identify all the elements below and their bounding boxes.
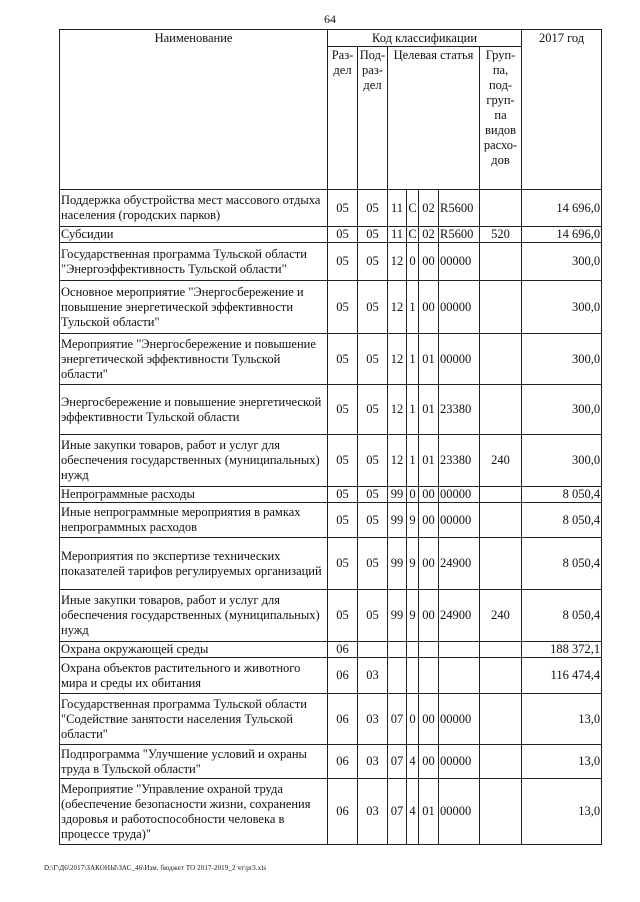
table-row [60,227,602,243]
row-cs-subprogram: 4 [407,779,419,845]
row-cs-direction: 00000 [439,487,480,503]
row-cs-event: 02 [419,227,439,243]
table-row [60,779,602,845]
header-razdel: Раз- дел [328,47,358,190]
row-cs-event: 00 [419,538,439,590]
row-amount: 14 696,0 [522,190,602,227]
row-name: Охрана окружающей среды [60,642,328,658]
row-cs-direction [439,658,480,694]
row-cs-event [419,658,439,694]
row-amount: 8 050,4 [522,538,602,590]
row-podrazdel: 05 [358,227,388,243]
row-cs-event: 01 [419,779,439,845]
file-path-footer: D:\Г\Д6\2017\ЗАКОНЫ\ЗАС_46\Изм. бюджет ТО 2017-2019_2 чт\pr3.xls [44,864,267,872]
row-cs-program: 07 [388,745,407,779]
row-vid-rashodov [480,658,522,694]
row-razdel: 05 [328,281,358,334]
table-row [60,334,602,385]
row-cs-direction: 00000 [439,281,480,334]
row-cs-program [388,658,407,694]
row-cs-direction: 00000 [439,745,480,779]
row-razdel: 05 [328,590,358,642]
row-name: Мероприятие "Управление охраной труда (обеспечение безопасности жизни, сохранения здоровья и работоспособности человека в процессе труда)" [60,779,328,845]
row-cs-subprogram: 1 [407,435,419,487]
row-name: Охрана объектов растительного и животного мира и среды их обитания [60,658,328,694]
header-code-group: Код классификации [328,30,522,47]
table-body [60,190,602,845]
row-cs-direction: 23380 [439,385,480,435]
row-cs-event: 00 [419,745,439,779]
row-amount: 13,0 [522,694,602,745]
row-cs-subprogram: 1 [407,334,419,385]
row-cs-program: 07 [388,694,407,745]
row-razdel: 06 [328,642,358,658]
row-podrazdel: 05 [358,334,388,385]
row-podrazdel: 03 [358,779,388,845]
row-cs-subprogram: С [408,227,417,241]
row-cs-subprogram: 1 [407,281,419,334]
row-name: Основное мероприятие "Энергосбережение и повышение энергетической эффективности Тульской области" [60,281,328,334]
row-amount: 14 696,0 [522,227,602,243]
row-podrazdel: 05 [358,487,388,503]
row-cs-direction: 00000 [439,503,480,538]
row-cs-event: 00 [419,487,439,503]
row-cs-direction: R5600 [439,227,480,243]
row-cs-program: 99 [388,538,407,590]
row-cs-program: 99 [388,590,407,642]
row-name: Иные непрограммные мероприятия в рамках непрограммных расходов [60,503,328,538]
row-cs-subprogram: 0 [407,487,419,503]
row-cs-event [419,642,439,658]
row-cs-subprogram [407,642,419,658]
row-razdel: 05 [328,538,358,590]
row-name: Поддержка обустройства мест массового отдыха населения (городских парков) [60,190,328,227]
row-cs-event: 02 [419,190,439,227]
row-vid-rashodov [480,642,522,658]
header-celevaya-statya: Целевая статья [388,47,480,190]
row-cs-subprogram: 9 [407,503,419,538]
row-razdel: 05 [328,227,358,243]
row-cs-event: 01 [419,435,439,487]
table-row [60,385,602,435]
row-podrazdel: 05 [358,590,388,642]
row-cs-program [388,642,407,658]
row-podrazdel [358,642,388,658]
row-cs-direction: 00000 [439,694,480,745]
row-vid-rashodov [480,487,522,503]
row-podrazdel: 03 [358,694,388,745]
page-number: 64 [324,12,336,26]
table-row [60,745,602,779]
header-vid-rashodov: Груп- па, под- груп- па видов расхо- дов [480,47,522,190]
row-vid-rashodov [480,281,522,334]
row-cs-direction: 23380 [439,435,480,487]
row-vid-rashodov [480,745,522,779]
row-amount: 300,0 [522,281,602,334]
row-cs-subprogram: 9 [407,538,419,590]
table-row [60,243,602,281]
row-podrazdel: 05 [358,435,388,487]
row-cs-direction: 00000 [439,243,480,281]
row-razdel: 05 [328,503,358,538]
row-name: Государственная программа Тульской области "Содействие занятости населения Тульской области" [60,694,328,745]
table-row [60,590,602,642]
row-cs-subprogram: С [407,190,419,227]
table-row [60,694,602,745]
budget-table [59,29,602,845]
row-razdel: 05 [328,435,358,487]
row-cs-event: 00 [419,503,439,538]
row-cs-subprogram: 4 [407,745,419,779]
row-name: Подпрограмма "Улучшение условий и охраны труда в Тульской области" [60,745,328,779]
row-vid-rashodov: 520 [480,227,522,243]
row-vid-rashodov [480,779,522,845]
row-cs-program: 12 [388,281,407,334]
row-cs-program: 12 [388,334,407,385]
row-cs-program: 11 [388,227,407,243]
row-razdel: 06 [328,658,358,694]
row-podrazdel: 03 [358,745,388,779]
header-name: Наименование [60,30,328,190]
table-row [60,538,602,590]
row-podrazdel: 05 [358,385,388,435]
row-razdel: 06 [328,779,358,845]
table-row [60,658,602,694]
row-name: Иные закупки товаров, работ и услуг для обеспечения государственных (муниципальных) нужд [60,590,328,642]
table-row [60,642,602,658]
row-cs-program: 12 [388,435,407,487]
row-vid-rashodov: 240 [480,435,522,487]
row-vid-rashodov [480,538,522,590]
row-amount: 13,0 [522,779,602,845]
row-cs-program: 99 [388,503,407,538]
row-cs-program: 12 [388,385,407,435]
row-podrazdel: 05 [358,281,388,334]
row-cs-event: 00 [419,243,439,281]
row-razdel: 05 [328,243,358,281]
row-name: Непрограммные расходы [60,487,328,503]
table-row [60,487,602,503]
row-amount: 116 474,4 [522,658,602,694]
row-vid-rashodov [480,385,522,435]
row-cs-event: 00 [419,281,439,334]
row-cs-subprogram: 1 [407,385,419,435]
table-row [60,190,602,227]
row-cs-subprogram: 9 [407,590,419,642]
row-vid-rashodov [480,243,522,281]
row-amount: 300,0 [522,243,602,281]
row-vid-rashodov [480,190,522,227]
row-podrazdel: 03 [358,658,388,694]
row-razdel: 05 [328,190,358,227]
row-vid-rashodov [480,694,522,745]
row-vid-rashodov [480,334,522,385]
header-year: 2017 год [522,30,602,190]
row-cs-event: 00 [419,694,439,745]
row-cs-event: 00 [419,590,439,642]
row-cs-program: 99 [388,487,407,503]
row-name: Субсидии [60,227,328,243]
row-cs-subprogram [407,658,419,694]
row-podrazdel: 05 [358,190,388,227]
row-podrazdel: 05 [358,503,388,538]
row-cs-direction: R5600 [439,190,480,227]
row-cs-subprogram: 0 [407,694,419,745]
row-cs-subprogram: 0 [407,243,419,281]
row-cs-program: 12 [388,243,407,281]
row-amount: 300,0 [522,385,602,435]
row-name: Государственная программа Тульской области "Энергоэффективность Тульской области" [60,243,328,281]
row-cs-direction: 00000 [439,334,480,385]
row-vid-rashodov: 240 [480,590,522,642]
row-podrazdel: 05 [358,243,388,281]
row-amount: 300,0 [522,435,602,487]
row-vid-rashodov [480,503,522,538]
table-row [60,281,602,334]
row-amount: 300,0 [522,334,602,385]
row-razdel: 06 [328,694,358,745]
row-podrazdel: 05 [358,538,388,590]
row-cs-event: 01 [419,334,439,385]
row-amount: 8 050,4 [522,503,602,538]
row-name: Иные закупки товаров, работ и услуг для обеспечения государственных (муниципальных) нужд [60,435,328,487]
row-razdel: 05 [328,385,358,435]
row-name: Энергосбережение и повышение энергетической эффективности Тульской области [60,385,328,435]
row-razdel: 05 [328,334,358,385]
row-amount: 8 050,4 [522,590,602,642]
row-cs-event: 01 [419,385,439,435]
row-cs-direction: 00000 [439,779,480,845]
row-amount: 13,0 [522,745,602,779]
table-row [60,503,602,538]
row-cs-direction: 24900 [439,590,480,642]
row-razdel: 05 [328,487,358,503]
row-name: Мероприятия по экспертизе технических показателей тарифов регулируемых организаций [60,538,328,590]
row-razdel: 06 [328,745,358,779]
row-cs-direction: 24900 [439,538,480,590]
row-cs-program: 11 [388,190,407,227]
row-amount: 188 372,1 [522,642,602,658]
row-cs-direction [439,642,480,658]
header-podrazdel: Под- раз- дел [358,47,388,190]
row-cs-program: 07 [388,779,407,845]
row-amount: 8 050,4 [522,487,602,503]
table-row [60,435,602,487]
row-name: Мероприятие "Энергосбережение и повышение энергетической эффективности Тульской области" [60,334,328,385]
